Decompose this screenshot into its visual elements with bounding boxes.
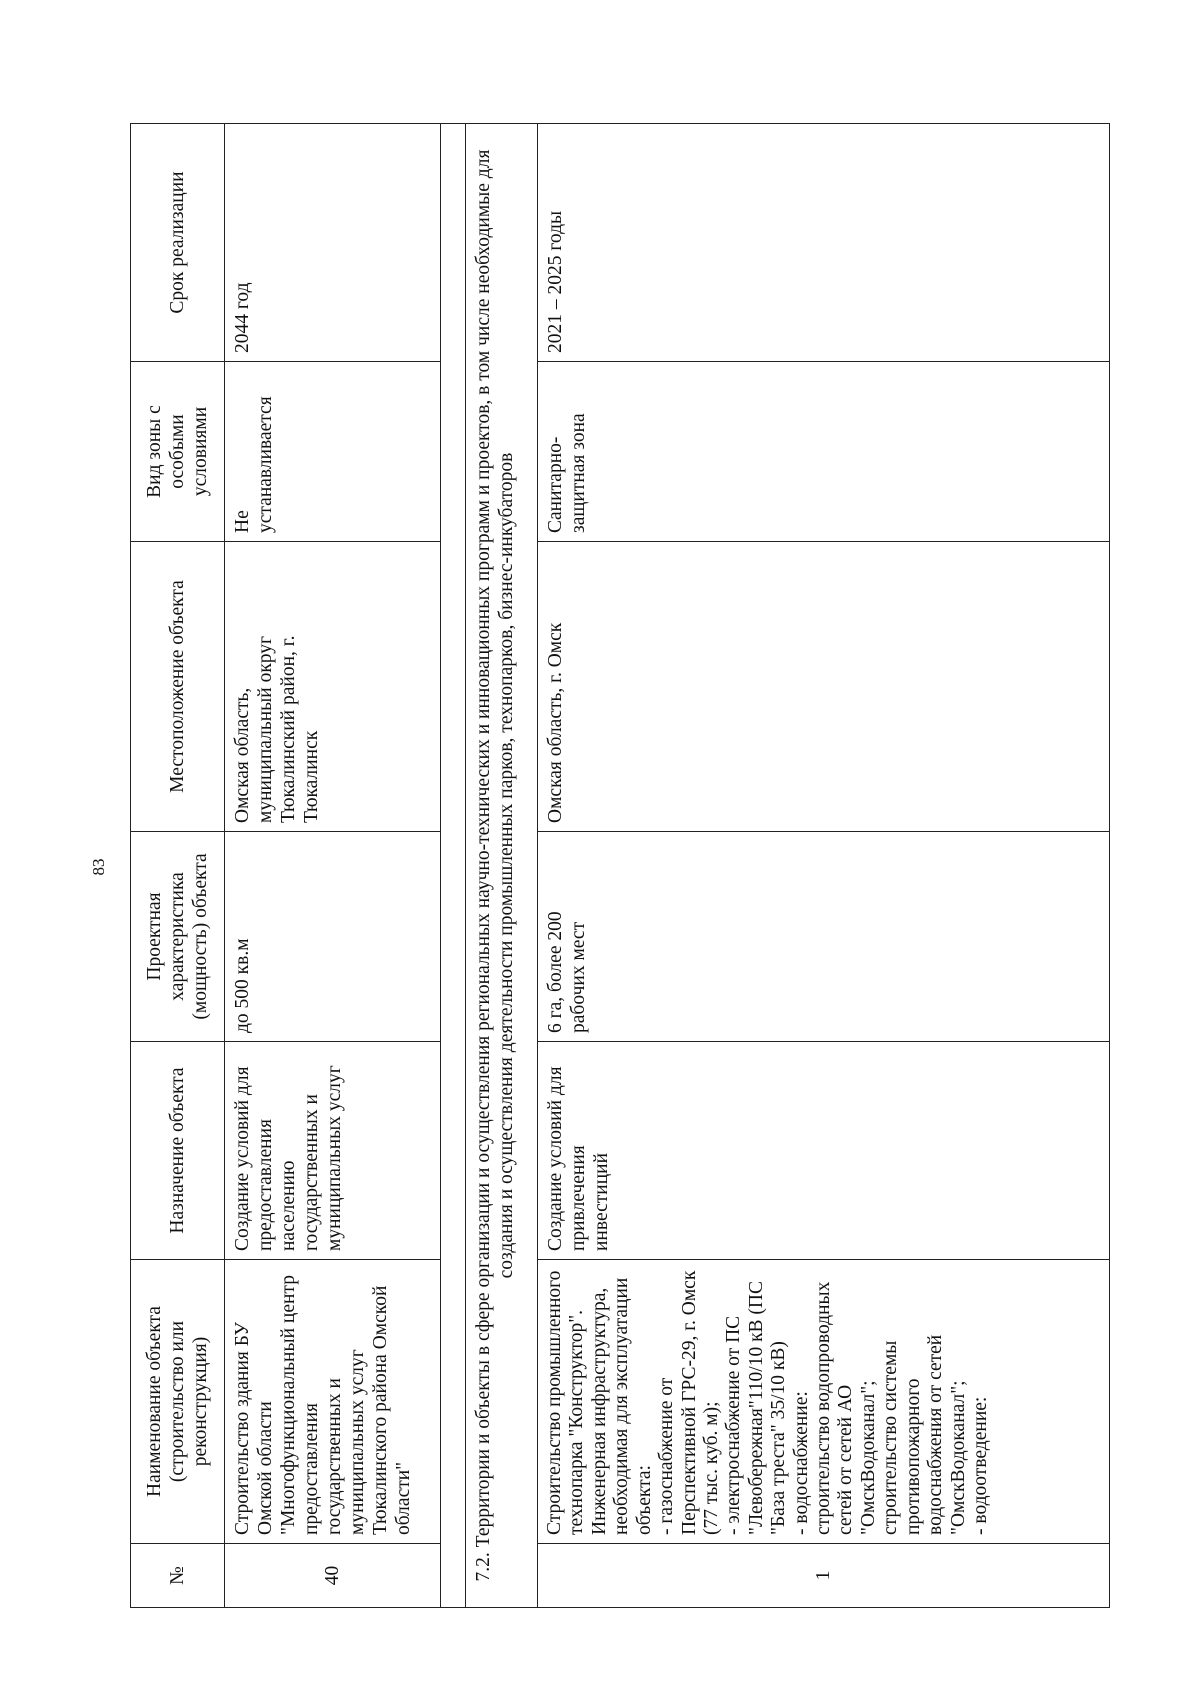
table-row: [538, 124, 1110, 1608]
rotated-table-container: [130, 124, 1110, 1608]
objects-table: [130, 123, 1110, 1608]
row1-name-line: - газоснабжение от Перспективной ГРС-29, г. Омск (77 тыс. куб. м);: [656, 1270, 722, 1535]
header-zone: Вид зоны с особыми условиями: [131, 362, 225, 542]
header-purpose: Назначение объекта: [131, 1042, 225, 1260]
row1-purpose: Создание условий для привлечения инвестиций: [538, 1042, 1110, 1260]
page-number: 83: [89, 858, 108, 876]
row1-capacity: 6 га, более 200 рабочих мест: [538, 832, 1110, 1042]
row1-name-line: - водоотведение:: [970, 1396, 992, 1535]
header-name: Наименование объекта (строительство или реконструкция): [131, 1260, 225, 1544]
row1-term: 2021 – 2025 годы: [538, 124, 1110, 362]
row1-name-line: Строительство промышленного технопарка "Конструктор".: [544, 1270, 588, 1535]
row1-name-line: - электроснабжение от ПС "Левобережная"110/10 кВ (ПС "База треста" 35/10 кВ): [723, 1280, 790, 1535]
row40-purpose: Создание условий для предоставления населению государственных и муниципальных услуг: [225, 1042, 441, 1260]
row40-name: Строительство здания БУ Омской области "Многофункциональный центр предоставления государственных и муниципальных услуг Тюкалинского района Омской области": [225, 1260, 441, 1544]
header-location: Местоположение объекта: [131, 542, 225, 832]
row1-zone: Санитарно-защитная зона: [538, 362, 1110, 542]
header-row: [131, 124, 225, 1608]
header-capacity: Проектная характеристика (мощность) объекта: [131, 832, 225, 1042]
row40-zone: Не устанавливается: [225, 362, 441, 542]
row1-name: [538, 1260, 1110, 1544]
header-term: Срок реализации: [131, 124, 225, 362]
row40-capacity: до 500 кв.м: [225, 832, 441, 1042]
section-row: [466, 124, 538, 1608]
row40-term: 2044 год: [225, 124, 441, 362]
header-num: №: [131, 1544, 225, 1608]
table-row: [225, 124, 441, 1608]
section-title: 7.2. Территории и объекты в сфере организации и осуществления региональных научно-технических и инновационных программ и проектов, в том числе необходимые для создания и осуществления деятельности промышленных парков, технопарков, бизнес-инкубаторов: [466, 124, 538, 1608]
row1-num: 1: [538, 1544, 1110, 1608]
row1-name-line: - водоснабжение: строительство водопроводных сетей от сетей АО "ОмскВодоканал"; строительство системы противопожарного водоснабжения от сетей "ОмскВодоканал";: [790, 1281, 969, 1535]
row40-location: Омская область, муниципальный округ Тюкалинский район, г. Тюкалинск: [225, 542, 441, 832]
row40-num: 40: [225, 1544, 441, 1608]
section-gap: [441, 124, 466, 1608]
row1-location: Омская область, г. Омск: [538, 542, 1110, 832]
row1-name-line: Инженерная инфраструктура, необходимая для эксплуатации объекта:: [588, 1277, 655, 1535]
